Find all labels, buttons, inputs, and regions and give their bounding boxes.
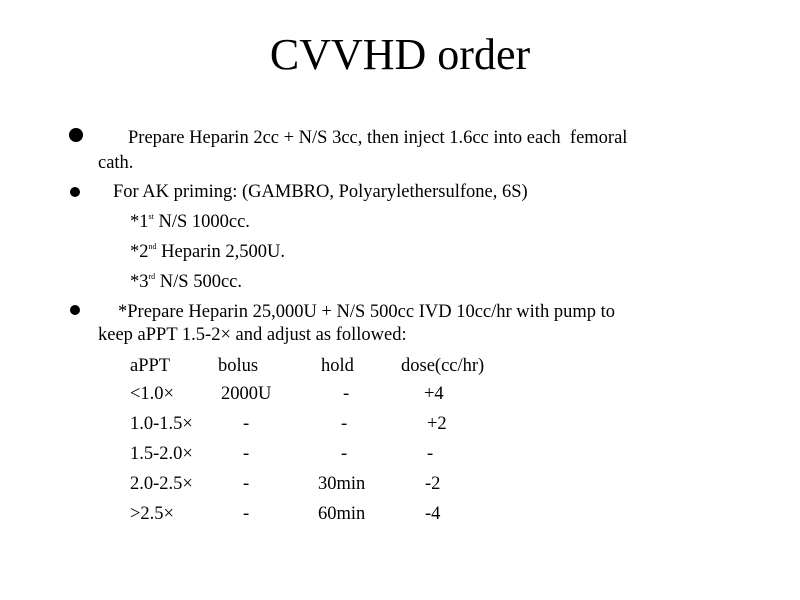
table-cell-dose: - — [427, 444, 434, 464]
table-cell-bolus: 2000U — [221, 384, 272, 404]
priming-step-1-text: N/S 1000cc. — [153, 212, 250, 232]
table-cell-appt: 1.0-1.5× — [130, 414, 193, 434]
bullet-icon — [69, 128, 83, 142]
table-cell-appt: >2.5× — [130, 504, 174, 524]
table-cell-appt: <1.0× — [130, 384, 174, 404]
table-cell-bolus: - — [243, 444, 250, 464]
table-cell-appt: 2.0-2.5× — [130, 474, 193, 494]
bullet-icon — [70, 187, 80, 197]
priming-step-1-ordinal: st — [148, 212, 154, 221]
table-cell-bolus: - — [243, 414, 250, 434]
slide-title: CVVHD order — [269, 30, 531, 79]
priming-step-2-prefix: *2 — [130, 242, 149, 262]
bullet-1-line-1: Prepare Heparin 2cc + N/S 3cc, then inject 1.6cc into each femoral — [128, 128, 628, 148]
bullet-icon — [70, 305, 80, 315]
bullet-2-line-1: For AK priming: (GAMBRO, Polyarylethersulfone, 6S) — [113, 182, 528, 202]
table-cell-bolus: - — [243, 474, 250, 494]
priming-step-3-text: N/S 500cc. — [155, 272, 243, 292]
table-cell-hold: - — [341, 444, 348, 464]
priming-step-2-ordinal: nd — [148, 242, 157, 251]
table-cell-hold: 60min — [318, 504, 366, 524]
priming-step-3 — [130, 270, 242, 294]
table-cell-bolus: - — [243, 504, 250, 524]
table-cell-dose: +4 — [424, 384, 444, 404]
bullet-1-line-2: cath. — [98, 153, 134, 173]
priming-step-1 — [130, 210, 250, 234]
priming-step-3-prefix: *3 — [130, 272, 149, 292]
table-header-appt: aPPT — [130, 356, 171, 376]
table-cell-dose: +2 — [427, 414, 447, 434]
table-cell-hold: - — [343, 384, 350, 404]
table-cell-appt: 1.5-2.0× — [130, 444, 193, 464]
bullet-3-line-1: *Prepare Heparin 25,000U + N/S 500cc IVD 10cc/hr with pump to — [118, 302, 615, 322]
table-header-bolus: bolus — [218, 356, 259, 376]
priming-step-1-prefix: *1 — [130, 212, 149, 232]
table-cell-dose: -4 — [425, 504, 441, 524]
priming-step-2 — [130, 240, 285, 264]
bullet-3-line-2: keep aPPT 1.5-2× and adjust as followed: — [98, 325, 407, 345]
priming-step-3-ordinal: rd — [148, 272, 156, 281]
table-cell-hold: 30min — [318, 474, 366, 494]
priming-step-2-text: Heparin 2,500U. — [156, 242, 285, 262]
table-header-dose: dose(cc/hr) — [401, 356, 485, 376]
table-cell-hold: - — [341, 414, 348, 434]
table-cell-dose: -2 — [425, 474, 441, 494]
table-header-hold: hold — [321, 356, 354, 376]
